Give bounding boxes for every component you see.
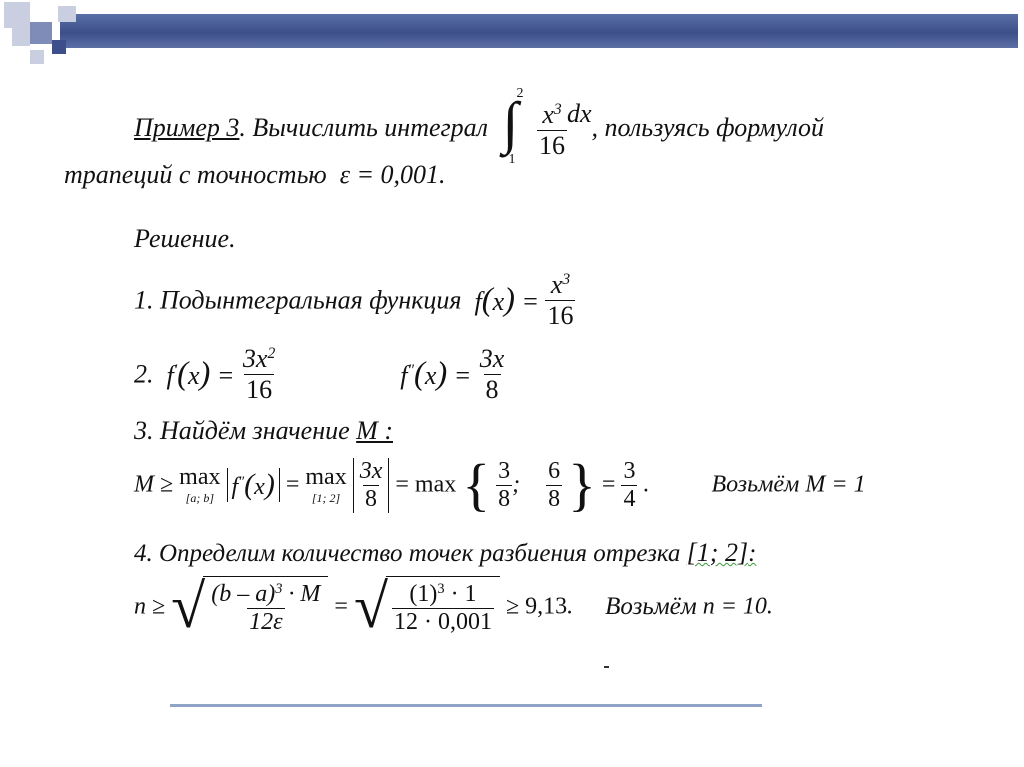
epsilon-value: ε = 0,001.	[339, 160, 446, 189]
take-m-label: Возьмём	[711, 471, 800, 498]
step2-f2: f″(x) =	[400, 356, 472, 392]
candidate-1: $\frac{3}{8}$	[498, 457, 511, 512]
example-intro: Вычислить интеграл	[252, 112, 488, 142]
example-line2: трапеций с точностью	[64, 160, 327, 189]
deco-square	[30, 50, 44, 64]
integral-lower: 1	[508, 152, 516, 167]
step-3-formula	[134, 452, 866, 517]
brace-open: {	[462, 452, 491, 517]
integrand-fraction	[537, 100, 567, 161]
candidate-2: $\frac{6}{8}$	[548, 457, 561, 512]
step-5-formula	[134, 573, 773, 641]
step3-var: M :	[356, 416, 393, 445]
integral	[495, 86, 531, 170]
take-m-value: M = 1	[805, 471, 866, 498]
example-dot: .	[239, 112, 246, 142]
dot-2: .	[567, 593, 574, 620]
step2-f1: f′(x) =	[166, 356, 235, 392]
step4-interval: [1; 2]	[686, 538, 749, 567]
eq-sign: =	[285, 471, 300, 498]
max-3: = max	[395, 471, 457, 498]
deco-square	[30, 22, 52, 44]
integrand-exp: 3	[553, 100, 562, 118]
example-after: , пользуясь формулой	[591, 112, 825, 142]
deco-square	[4, 2, 30, 28]
step1-fraction: $\frac{x^3}{16}$	[547, 270, 574, 330]
step2-fraction-2: $\frac{3x}{8}$	[479, 344, 505, 404]
example-label: Пример 3	[134, 112, 240, 142]
step-3-heading	[134, 416, 393, 446]
take-n-label: Возьмём	[605, 593, 697, 620]
eq-sign-3: =	[334, 593, 348, 620]
header-bar	[60, 14, 1018, 48]
abs-fraction: $\frac{3x}{8}$	[353, 458, 390, 513]
n-symbol: n	[134, 593, 146, 620]
solution-heading	[134, 224, 236, 254]
integrand-num: x	[542, 99, 554, 129]
solution-label: Решение.	[134, 224, 236, 253]
separator: ;	[512, 471, 521, 498]
step1-text: 1. Подынтегральная функция	[134, 285, 462, 315]
integral-sign: ∫	[502, 90, 519, 155]
brace-close: }	[568, 452, 596, 517]
deco-square	[58, 6, 76, 22]
step4-colon: :	[748, 540, 757, 567]
sqrt-1: √ $\frac{(b - a)^3 \cdot M}{12\varepsilon}$	[171, 576, 328, 638]
ge-sign-2: ≥	[152, 593, 166, 620]
example-line-1	[134, 86, 825, 170]
dot: .	[643, 471, 650, 498]
integrand-den: 16	[539, 130, 565, 160]
step-4	[134, 538, 756, 568]
step4-text: 4. Определим количество точек разбиения отрезка	[134, 540, 681, 567]
eq-sign-2: =	[601, 471, 616, 498]
step2-label: 2.	[134, 359, 154, 389]
step1-fx: f(x) =	[474, 282, 539, 318]
sqrt-2: √ $\frac{(1)^3 \cdot 1}{12 \cdot 0,001}$	[354, 576, 500, 638]
integral-upper: 2	[516, 86, 524, 101]
result-value: ≥ 9,13	[505, 593, 568, 620]
abs-f2: f″(x)	[227, 468, 280, 502]
max-2: max [1; 2]	[305, 464, 347, 505]
take-n-value: n = 10	[702, 593, 767, 620]
m-symbol: M	[134, 471, 154, 498]
deco-square	[52, 40, 66, 54]
step-2	[134, 344, 506, 405]
example-line-2	[64, 160, 446, 190]
step3-text: 3. Найдём значение	[134, 416, 350, 445]
deco-square	[12, 28, 30, 46]
integrand-dx: dx	[567, 98, 592, 128]
ge-sign: ≥	[160, 471, 174, 498]
stray-mark	[604, 666, 609, 668]
step2-fraction-1: $\frac{3x^2}{16}$	[242, 344, 276, 404]
bottom-divider	[170, 704, 762, 707]
max-1: max [a; b]	[179, 464, 221, 505]
step-1	[134, 270, 575, 331]
result-fraction: $\frac{3}{4}$	[623, 457, 636, 512]
dot-3: .	[766, 593, 773, 620]
